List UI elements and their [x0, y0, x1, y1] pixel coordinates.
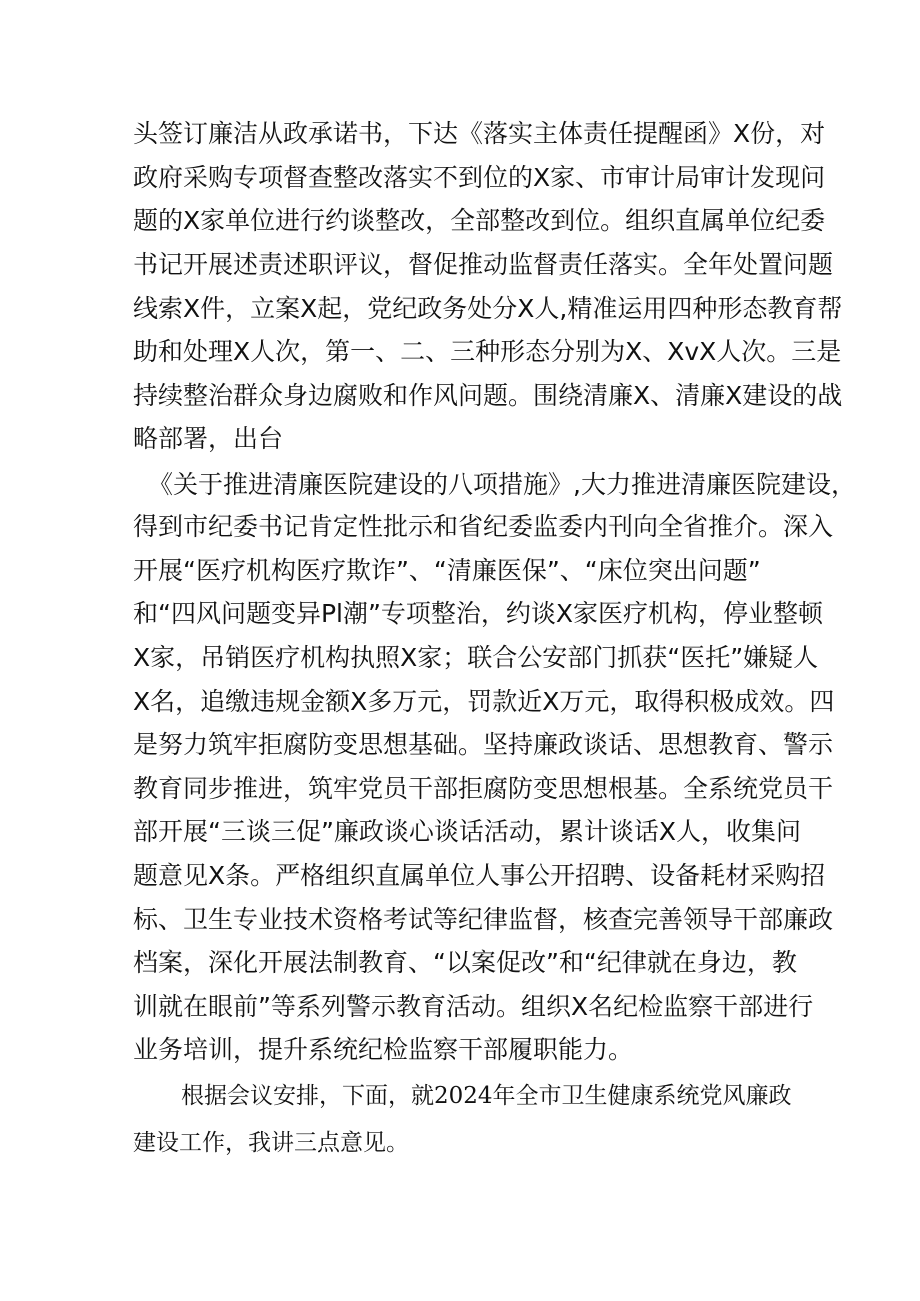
body-text-line: 题意见X条。严格组织直属单位人事公开招聘、设备耗材采购招 [133, 861, 826, 890]
body-text-line: 略部署，出台 [133, 424, 284, 453]
body-text-line: 头签订廉洁从政承诺书，下达《落实主体责任提醒函》X份，对 [133, 119, 826, 148]
body-text-line: 持续整治群众身边腐败和作风问题。围绕清廉X、清廉X建设的战 [133, 381, 843, 410]
body-text-line: 开展“医疗机构医疗欺诈”、“清廉医保”、“床位突出问题” [133, 556, 761, 585]
body-text-line: 标、卫生专业技术资格考试等纪律监督，核查完善领导干部廉政 [133, 905, 834, 934]
body-text-line: 建设工作，我讲三点意见。 [133, 1130, 409, 1156]
body-text-line: 线索X件，立案X起，党纪政务处分X人,精准运用四种形态教育帮 [133, 294, 843, 323]
body-text-line: 是努力筑牢拒腐防变思想基础。坚持廉政谈话、思想教育、警示 [133, 730, 834, 759]
body-text-line: 政府采购专项督查整改落实不到位的X家、市审计局审计发现问 [133, 163, 826, 192]
body-text-line: 训就在眼前”等系列警示教育活动。组织X名纪检监察干部进行 [133, 992, 814, 1021]
body-text-line: 得到市纪委书记肯定性批示和省纪委监委内刊向全省推介。深入 [133, 512, 834, 541]
body-text-line: 《关于推进清廉医院建设的八项措施》,大力推进清廉医院建设， [148, 470, 856, 499]
body-text-line: 根据会议安排，下面，就2024年全市卫生健康系统党风廉政 [181, 1083, 792, 1109]
body-text-line: X家，吊销医疗机构执照X家；联合公安部门抓获“医托”嫌疑人 [133, 643, 819, 672]
body-text-line: 和“四风问题变异Pl潮”专项整治，约谈X家医疗机构，停业整顿 [133, 599, 824, 628]
body-text-line: 助和处理X人次，第一、二、三种形态分别为X、XvX人次。三是 [133, 337, 842, 366]
body-text-line: 部开展“三谈三促”廉政谈心谈话活动，累计谈话X人，收集问 [133, 817, 802, 846]
body-text-line: 教育同步推进，筑牢党员干部拒腐防变思想根基。全系统党员干 [133, 774, 834, 803]
body-text-line: 题的X家单位进行约谈整改，全部整改到位。组织直属单位纪委 [133, 206, 826, 235]
body-text-line: 档案，深化开展法制教育、“以案促改”和“纪律就在身边，教 [133, 948, 797, 977]
body-text-line: 业务培训，提升系统纪检监察干部履职能力。 [133, 1035, 634, 1064]
body-text-line: X名，追缴违规金额X多万元，罚款近X万元，取得积极成效。四 [133, 687, 835, 716]
body-text-line: 书记开展述责述职评议，督促推动监督责任落实。全年处置问题 [133, 250, 834, 279]
